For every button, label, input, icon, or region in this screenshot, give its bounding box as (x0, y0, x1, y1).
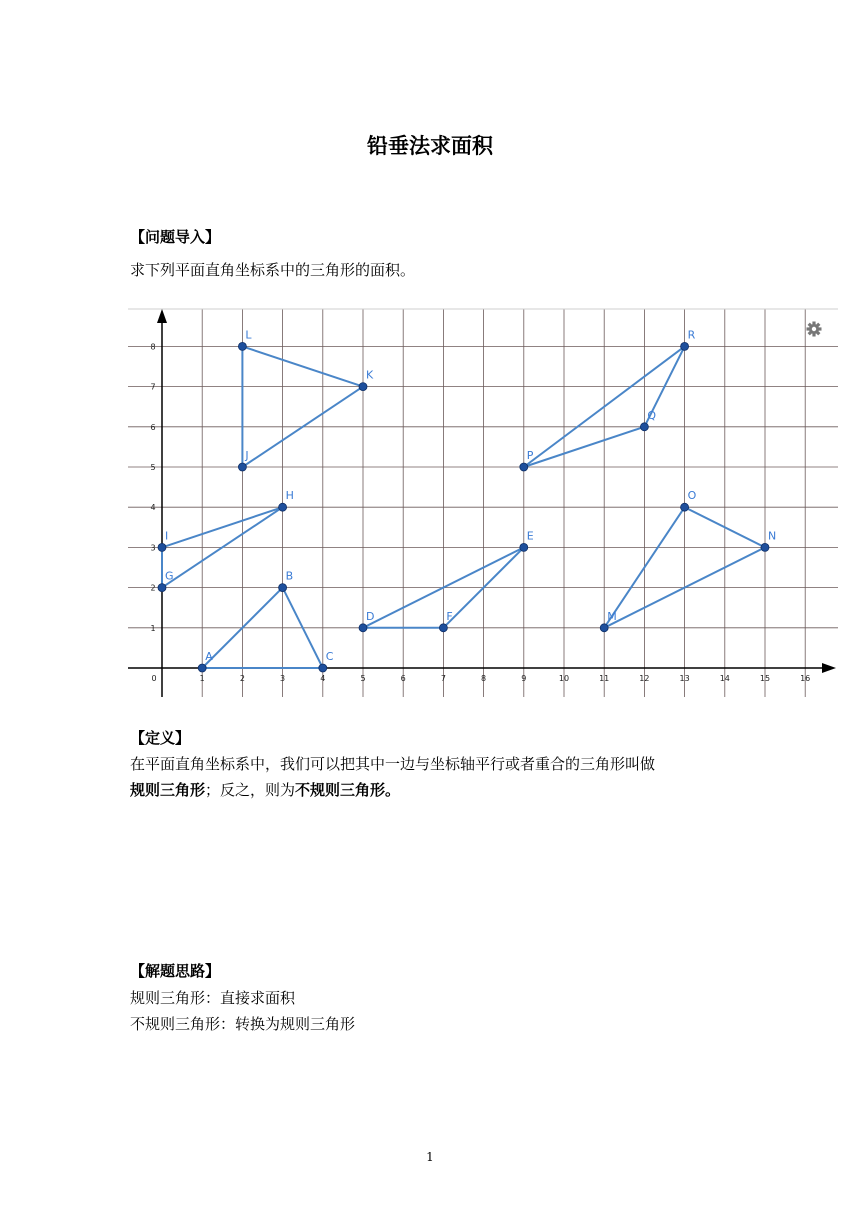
x-tick-label: 15 (759, 674, 771, 683)
y-axis-arrow (157, 309, 167, 323)
point-e (520, 543, 528, 551)
page-number: 1 (426, 1150, 434, 1164)
point-label-f: F (446, 609, 453, 623)
triangle-jkl (242, 346, 363, 467)
x-axis-arrow (822, 663, 836, 673)
approach-line2: 不规则三角形：转换为规则三角形 (130, 1015, 356, 1033)
point-label-j: J (245, 449, 249, 462)
x-tick-label: 2 (239, 674, 245, 683)
x-tick-label: 0 (151, 674, 157, 683)
x-tick-label: 11 (599, 674, 610, 683)
x-tick-label: 1 (199, 674, 205, 683)
coordinate-figure (128, 307, 838, 699)
x-tick-label: 8 (481, 674, 487, 683)
page-title: 铅垂法求面积 (367, 134, 493, 158)
point-label-r: R (687, 328, 696, 342)
definition-line2 (130, 777, 400, 803)
point-r (681, 342, 689, 350)
x-tick-label: 5 (360, 674, 366, 683)
point-label-a: A (205, 650, 213, 663)
y-tick-label: 4 (150, 503, 156, 513)
term-regular: 规则三角形 (130, 781, 206, 799)
x-tick-label: 4 (320, 674, 326, 683)
y-tick-label: 3 (150, 543, 156, 553)
approach-heading: 【解题思路】 (130, 962, 221, 980)
x-tick-label: 9 (521, 674, 527, 683)
point-label-q: Q (647, 408, 657, 422)
point-m (600, 624, 608, 632)
point-p (520, 463, 528, 471)
point-label-k: K (366, 368, 374, 382)
point-label-g: G (165, 569, 174, 583)
point-j (238, 463, 246, 471)
point-d (359, 624, 367, 632)
point-k (359, 383, 367, 391)
point-c (319, 664, 327, 672)
point-f (439, 624, 447, 632)
y-tick-label: 6 (150, 422, 156, 432)
y-tick-label: 7 (150, 382, 156, 392)
point-label-m: M (607, 609, 617, 623)
definition-sep: ；反之，则为 (205, 781, 296, 799)
point-q (640, 423, 648, 431)
approach-line1: 规则三角形：直接求面积 (130, 989, 296, 1007)
point-label-c: C (325, 650, 334, 663)
definition-line1: 在平面直角坐标系中，我们可以把其中一边与坐标轴平行或者重合的三角形叫做 (130, 755, 656, 773)
x-tick-label: 7 (440, 674, 446, 683)
x-tick-label: 12 (639, 674, 650, 683)
x-tick-label: 14 (719, 674, 730, 683)
x-tick-label: 3 (280, 674, 286, 683)
point-label-l: L (245, 328, 252, 342)
intro-heading: 【问题导入】 (130, 228, 221, 246)
point-label-n: N (768, 529, 777, 543)
point-o (681, 503, 689, 511)
point-label-o: O (687, 489, 697, 503)
intro-text: 求下列平面直角坐标系中的三角形的面积。 (130, 261, 416, 279)
point-label-b: B (285, 569, 294, 583)
point-label-p: P (526, 449, 534, 462)
x-tick-label: 16 (800, 674, 811, 683)
point-i (158, 543, 166, 551)
x-tick-label: 10 (558, 674, 570, 683)
gear-icon[interactable] (807, 322, 822, 337)
point-label-e: E (526, 529, 534, 543)
y-tick-label: 8 (150, 342, 156, 352)
point-a (198, 664, 206, 672)
point-g (158, 584, 166, 592)
y-tick-label: 5 (150, 463, 156, 472)
definition-heading: 【定义】 (130, 729, 191, 747)
x-tick-label: 13 (679, 674, 690, 683)
point-l (238, 342, 246, 350)
point-label-d: D (366, 609, 375, 623)
point-b (279, 584, 287, 592)
y-tick-label: 2 (150, 583, 156, 593)
x-tick-label: 6 (400, 674, 406, 683)
y-tick-label: 1 (150, 623, 156, 633)
point-label-i: I (165, 529, 169, 543)
point-h (279, 503, 287, 511)
term-irregular: 不规则三角形。 (295, 781, 401, 799)
point-label-h: H (285, 489, 294, 503)
point-n (761, 543, 769, 551)
